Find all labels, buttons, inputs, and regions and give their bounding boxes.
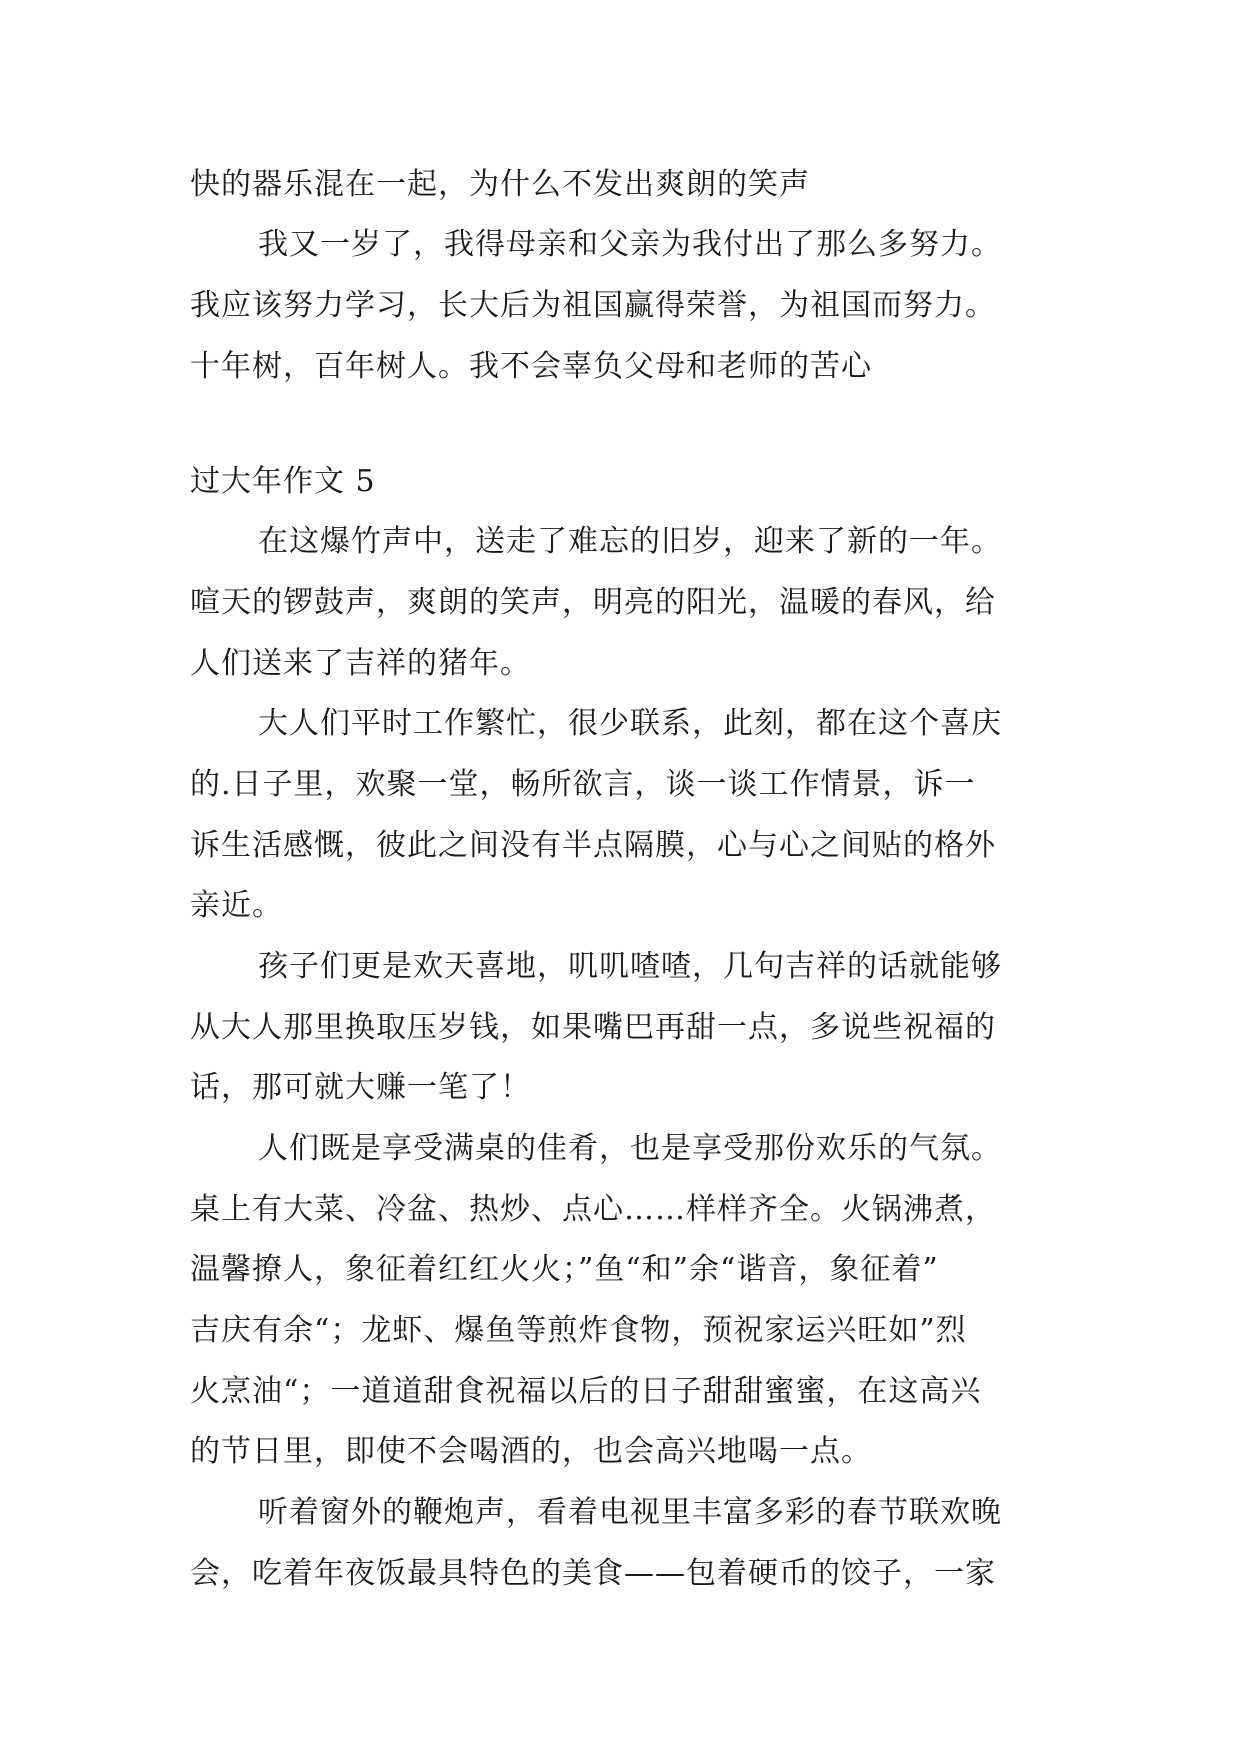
text-line: 在这爆竹声中，送走了难忘的旧岁，迎来了新的一年。 bbox=[258, 524, 1002, 559]
text-line: 话，那可就大赚一笔了！ bbox=[190, 1070, 531, 1105]
text-line: 孩子们更是欢天喜地，叽叽喳喳，几句吉祥的话就能够 bbox=[258, 949, 1002, 984]
text-line: 吉庆有余“；龙虾、爆鱼等煎炸食物，预祝家运兴旺如”烈 bbox=[190, 1313, 967, 1348]
text-line: 人们既是享受满桌的佳肴，也是享受那份欢乐的气氛。 bbox=[258, 1131, 1002, 1166]
text-line: 我又一岁了，我得母亲和父亲为我付出了那么多努力。 bbox=[258, 227, 1002, 262]
text-line: 的.日子里，欢聚一堂，畅所欲言，谈一谈工作情景，诉一 bbox=[190, 767, 976, 802]
text-line: 火烹油“；一道道甜食祝福以后的日子甜甜蜜蜜，在这高兴 bbox=[190, 1374, 982, 1409]
text-line: 快的器乐混在一起，为什么不发出爽朗的笑声 bbox=[190, 167, 810, 202]
text-line: 大人们平时工作繁忙，很少联系，此刻，都在这个喜庆 bbox=[258, 706, 1002, 741]
text-line: 诉生活感慨，彼此之间没有半点隔膜，心与心之间贴的格外 bbox=[190, 828, 996, 863]
text-line: 会，吃着年夜饭最具特色的美食——包着硬币的饺子，一家 bbox=[190, 1556, 996, 1591]
section-heading: 过大年作文 5 bbox=[190, 464, 376, 499]
text-line: 人们送来了吉祥的猪年。 bbox=[190, 646, 531, 681]
text-line: 十年树，百年树人。我不会辜负父母和老师的苦心 bbox=[190, 349, 872, 384]
text-line: 的节日里，即使不会喝酒的，也会高兴地喝一点。 bbox=[190, 1434, 872, 1469]
text-line: 亲近。 bbox=[190, 888, 283, 923]
text-line: 桌上有大菜、冷盆、热炒、点心……样样齐全。火锅沸煮， bbox=[190, 1192, 996, 1227]
text-line: 听着窗外的鞭炮声，看着电视里丰富多彩的春节联欢晚 bbox=[258, 1495, 1002, 1530]
text-line: 温馨撩人，象征着红红火火；”鱼“和”余“谐音，象征着” bbox=[190, 1252, 939, 1287]
text-line: 我应该努力学习，长大后为祖国赢得荣誉，为祖国而努力。 bbox=[190, 288, 996, 323]
text-line: 从大人那里换取压岁钱，如果嘴巴再甜一点，多说些祝福的 bbox=[190, 1010, 996, 1045]
text-line: 喧天的锣鼓声，爽朗的笑声，明亮的阳光，温暖的春风，给 bbox=[190, 585, 996, 620]
